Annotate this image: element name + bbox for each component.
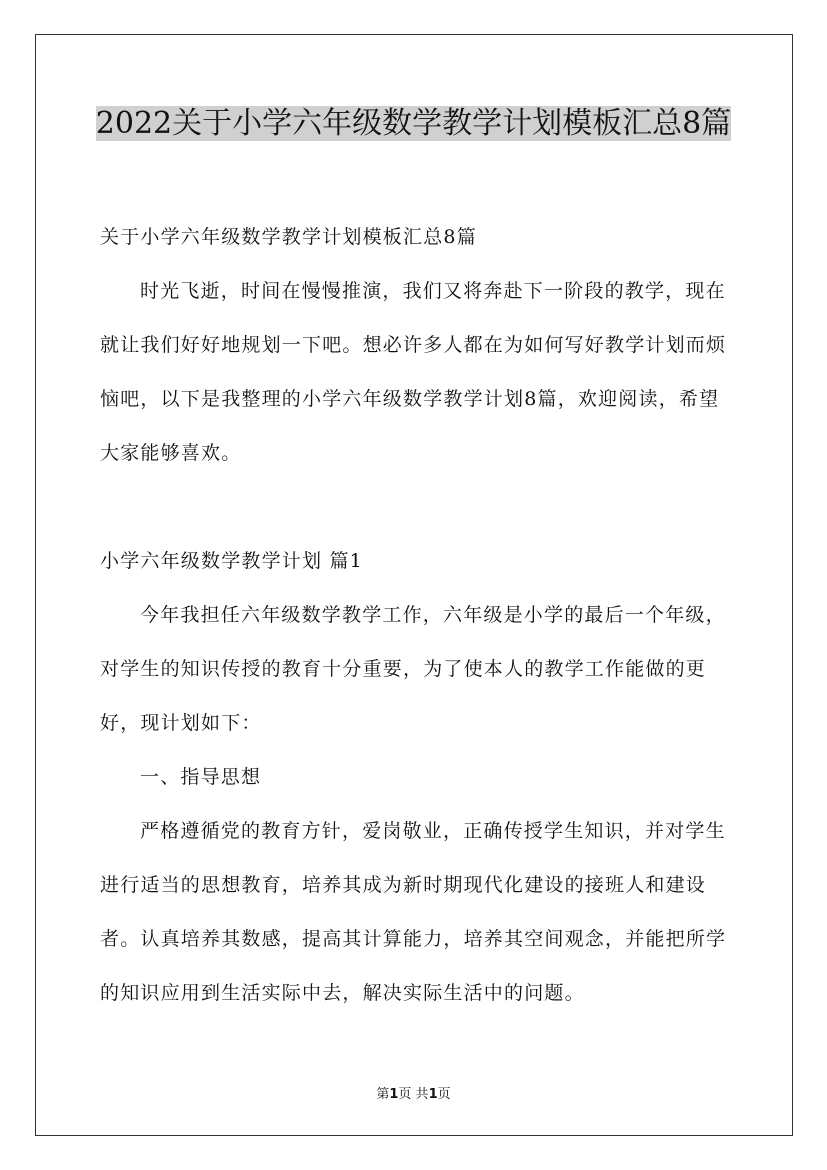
footer-prefix: 第 [376, 1087, 390, 1102]
intro-paragraph: 时光飞逝，时间在慢慢推演，我们又将奔赴下一阶段的教学，现在就让我们好好地规划一下吧。想必许多人都在为如何写好教学计划而烦恼吧，以下是我整理的小学六年级数学教学计划8篇，欢迎阅读，希望大家能够喜欢。 [100, 280, 727, 464]
document-title: 2022关于小学六年级数学教学计划模板汇总8篇 [95, 106, 732, 141]
footer-page-total: 1 [428, 1087, 438, 1102]
footer-suffix: 页 [437, 1087, 451, 1102]
section-heading: 小学六年级数学教学计划 篇1 [100, 550, 363, 572]
section-paragraph: 今年我担任六年级数学教学工作，六年级是小学的最后一个年级，对学生的知识传授的教育十分重要，为了使本人的教学工作能做的更好，现计划如下： [100, 604, 726, 734]
footer-mid: 页 共 [398, 1087, 429, 1102]
page-footer [0, 1083, 827, 1102]
document-subtitle: 关于小学六年级数学教学计划模板汇总8篇 [100, 226, 477, 248]
sub-heading: 一、指导思想 [140, 766, 262, 788]
guiding-paragraph: 严格遵循党的教育方针，爱岗敬业，正确传授学生知识，并对学生进行适当的思想教育，培养其成为新时期现代化建设的接班人和建设者。认真培养其数感，提高其计算能力，培养其空间观念，并能把所学的知识应用到生活实际中去，解决实际生活中的问题。 [100, 820, 727, 1004]
footer-page-current: 1 [389, 1087, 399, 1102]
